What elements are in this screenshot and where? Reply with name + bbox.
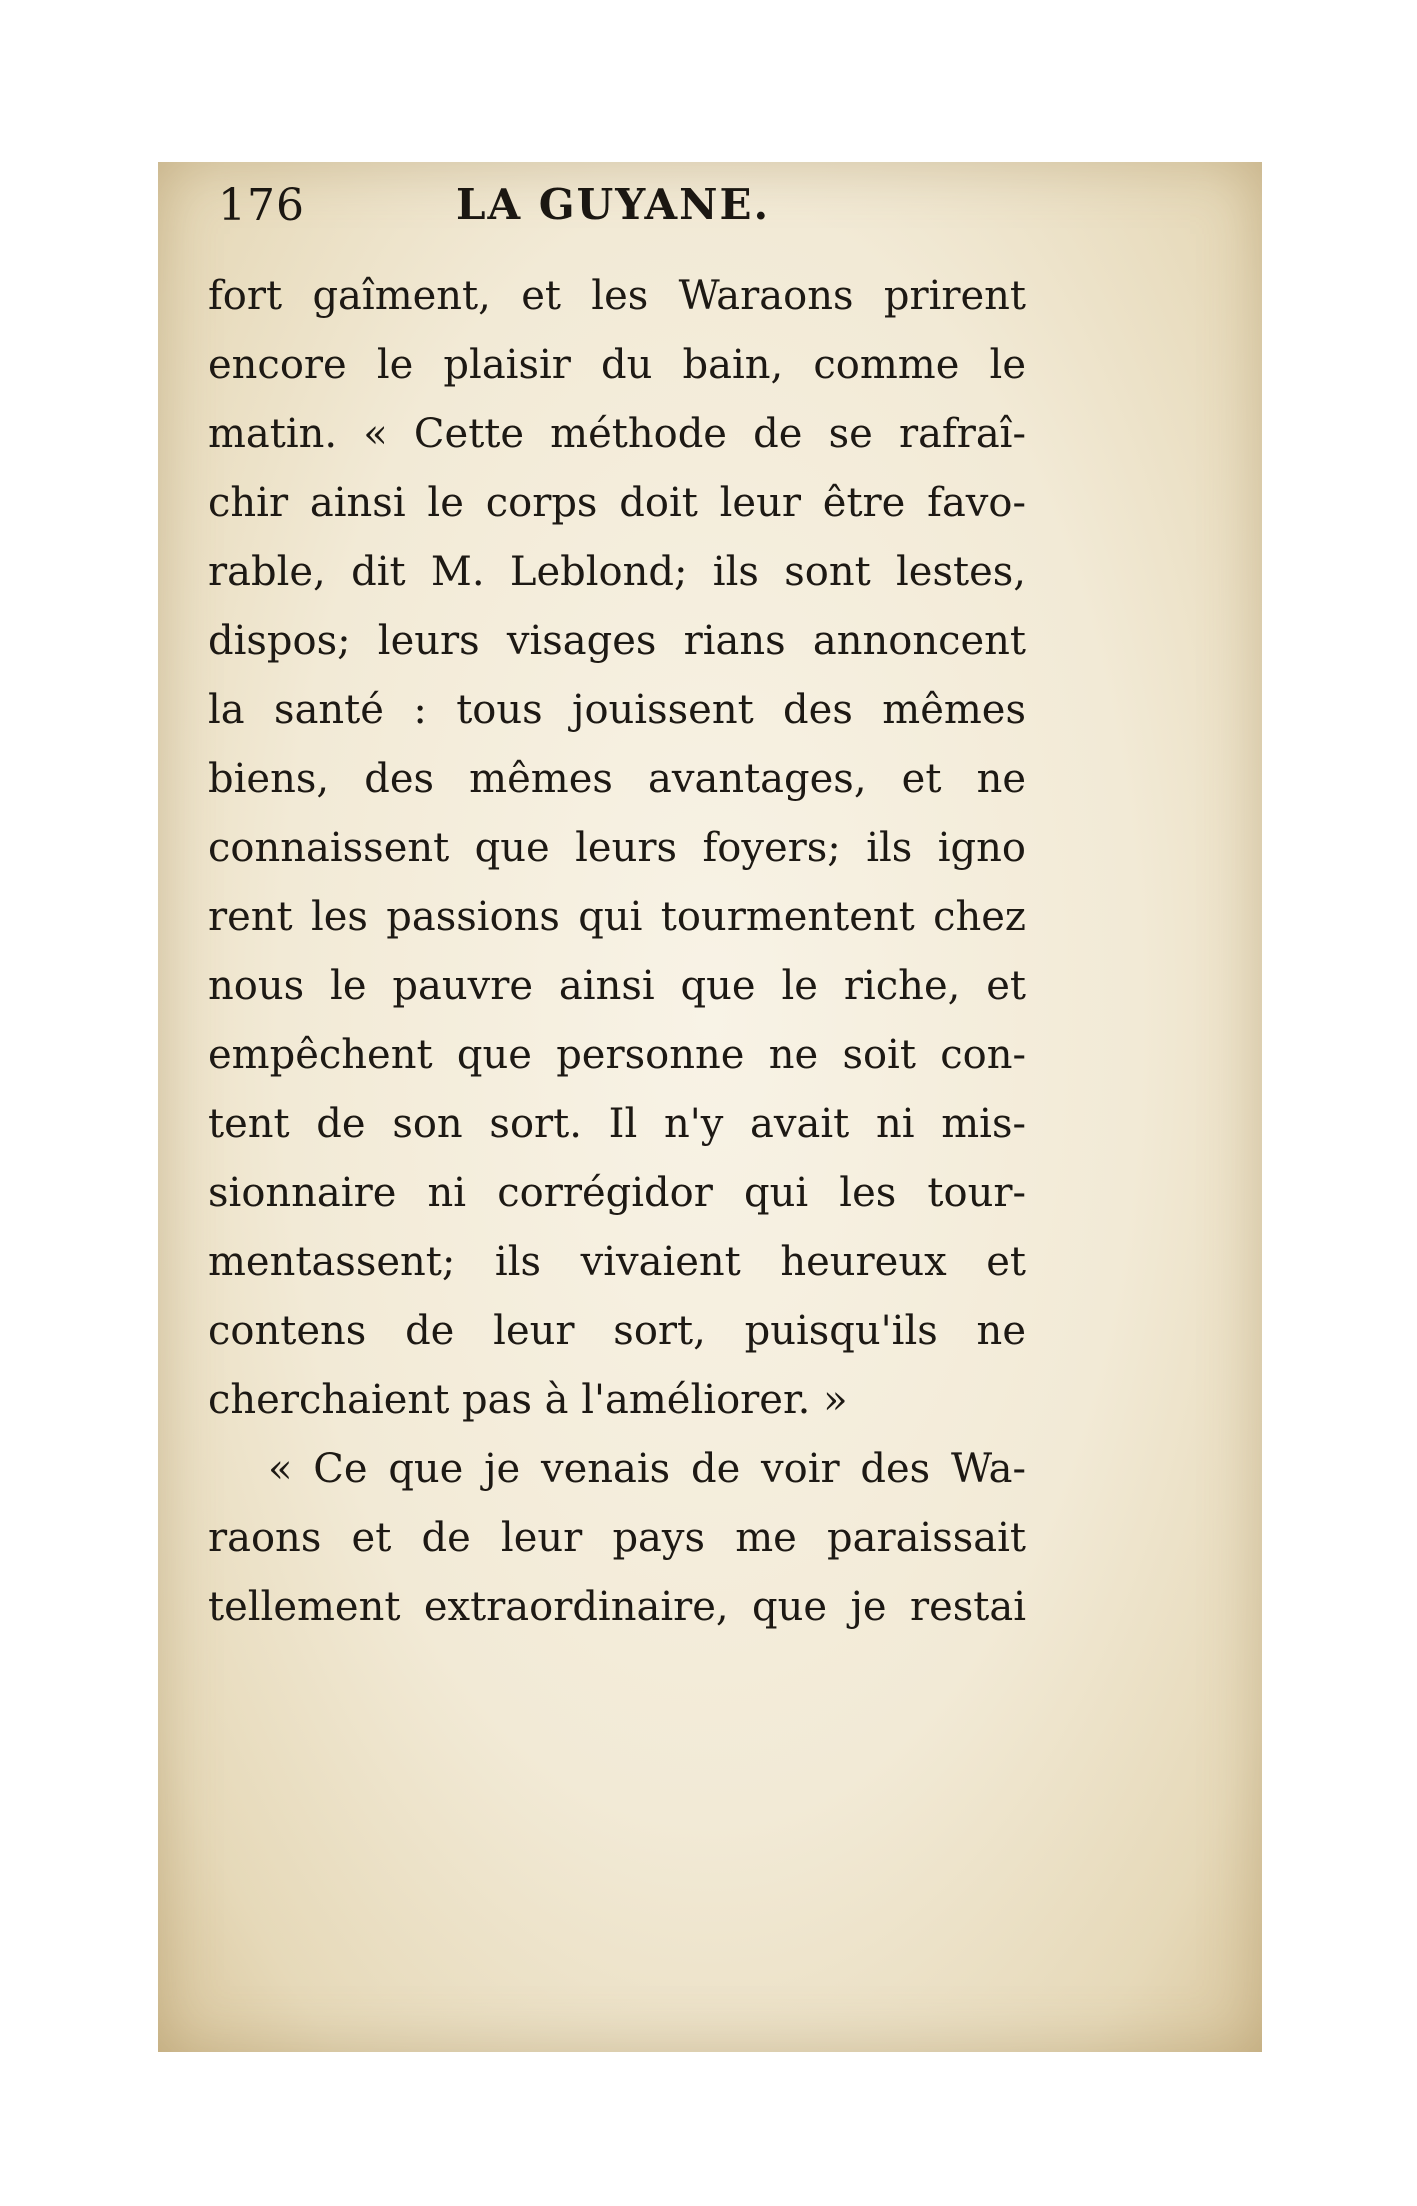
text-line: biens, des mêmes avantages, et ne bbox=[208, 756, 1026, 802]
page-header bbox=[218, 180, 958, 240]
text-line: « Ce que je venais de voir des Wa- bbox=[268, 1446, 1026, 1492]
text-line: matin. « Cette méthode de se rafraî- bbox=[208, 411, 1026, 457]
text-line: mentassent; ils vivaient heureux et bbox=[208, 1239, 1026, 1285]
body-text bbox=[208, 262, 1026, 1642]
text-line: tellement extraordinaire, que je restai bbox=[208, 1584, 1026, 1630]
text-line: rent les passions qui tourmentent chez bbox=[208, 894, 1026, 940]
text-line: encore le plaisir du bain, comme le bbox=[208, 342, 1026, 388]
text-line: rable, dit M. Leblond; ils sont lestes, bbox=[208, 549, 1026, 595]
text-line: la santé : tous jouissent des mêmes bbox=[208, 687, 1026, 733]
text-line: dispos; leurs visages rians annoncent bbox=[208, 618, 1026, 664]
page-number: 176 bbox=[218, 180, 305, 231]
text-line: cherchaient pas à l'améliorer. » bbox=[208, 1377, 848, 1423]
text-line: raons et de leur pays me paraissait bbox=[208, 1515, 1026, 1561]
text-line: sionnaire ni corrégidor qui les tour- bbox=[208, 1170, 1026, 1216]
text-line: tent de son sort. Il n'y avait ni mis- bbox=[208, 1101, 1026, 1147]
text-line: nous le pauvre ainsi que le riche, et bbox=[208, 963, 1026, 1009]
text-line: contens de leur sort, puisqu'ils ne bbox=[208, 1308, 1026, 1354]
text-line: connaissent que leurs foyers; ils igno bbox=[208, 825, 1026, 871]
running-title: LA GUYANE. bbox=[456, 180, 771, 229]
text-line: chir ainsi le corps doit leur être favo- bbox=[208, 480, 1026, 526]
text-line: fort gaîment, et les Waraons prirent bbox=[208, 273, 1026, 319]
text-line: empêchent que personne ne soit con- bbox=[208, 1032, 1026, 1078]
